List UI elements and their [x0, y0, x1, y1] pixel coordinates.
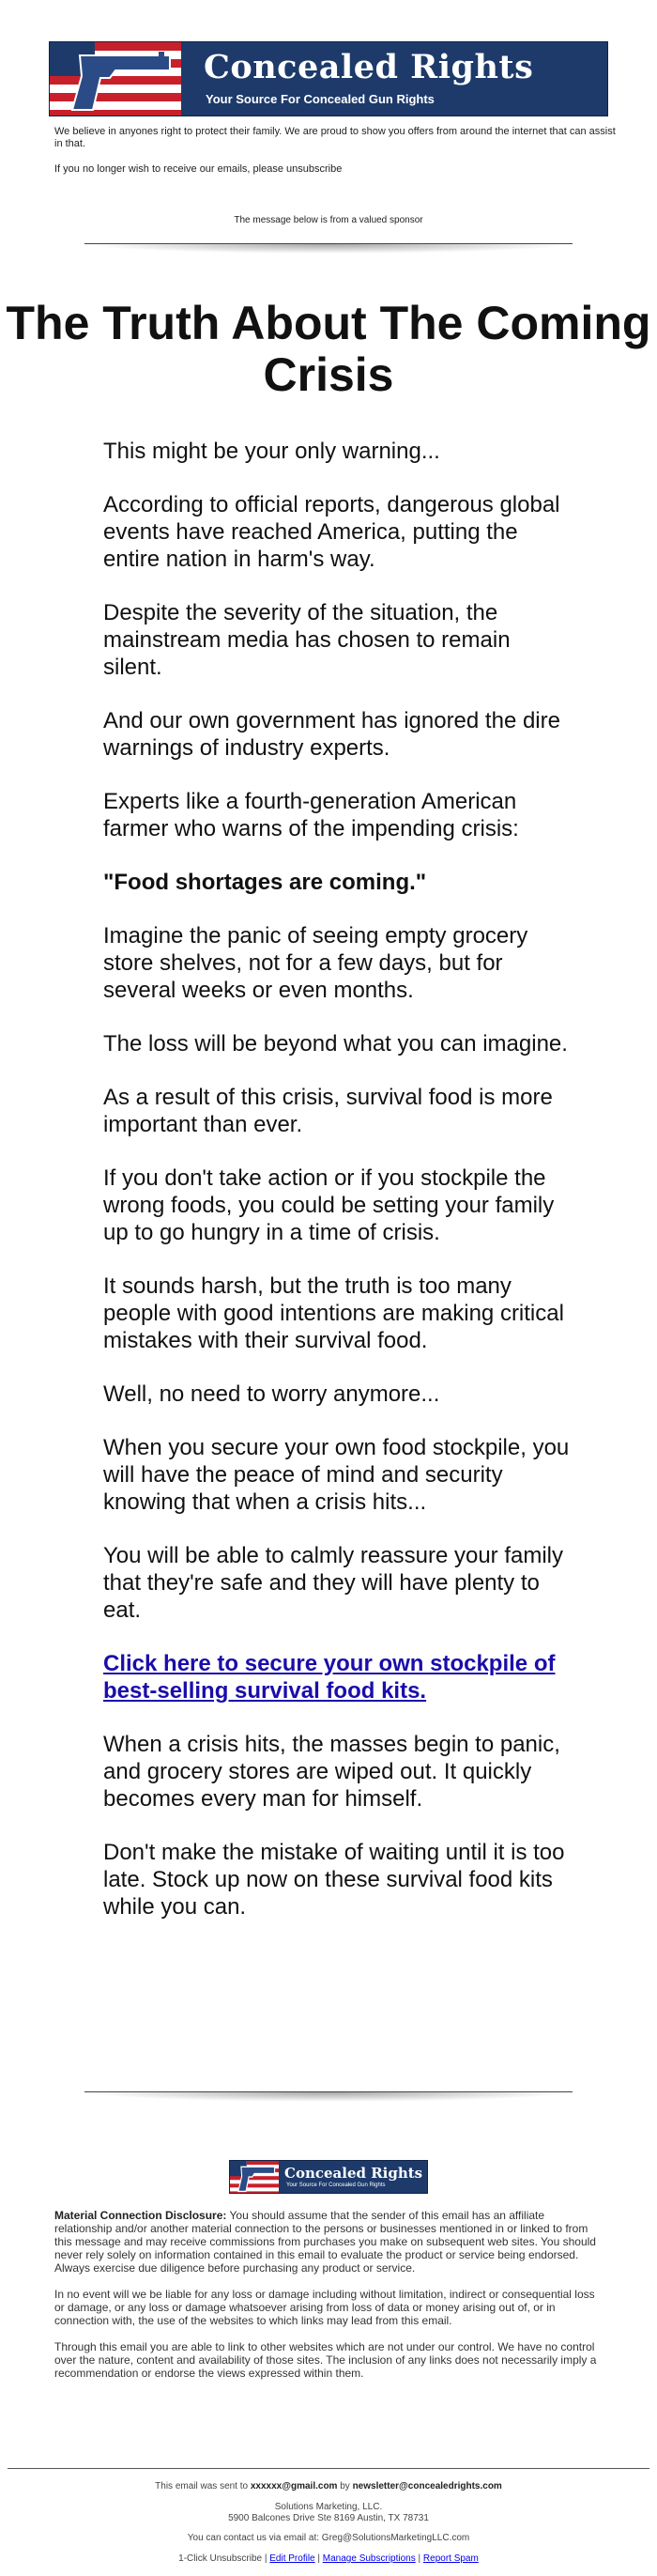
- recipient-address: xxxxxx@gmail.com: [250, 2481, 338, 2491]
- brand-subtitle: Your Source For Concealed Gun Rights: [206, 92, 435, 106]
- one-click-unsubscribe-link[interactable]: 1-Click Unsubscribe: [178, 2553, 263, 2564]
- brand-title: Concealed Rights: [204, 48, 534, 86]
- paragraph: Don't make the mistake of waiting until it is too late. Stock up now on these survival food kits while you can.: [103, 1840, 565, 1920]
- company-name: Solutions Marketing, LLC.: [274, 2502, 383, 2512]
- liability-text: In no event will we be liable for any loss or damage including without limitation, indirect or consequential loss or damage, or any loss or damage whatsoever arising from loss of data or money arising out of, or in connection with, the use of the websites to which links may lead from this email.: [54, 2288, 595, 2327]
- disclosure-text: You should assume that the sender of this email has an affiliate relationship and/or another material connection to the persons or businesses mentioned in or linked to from this message and may receive commissions from purchases you make on subsequent web sites. You should never rely solely on information contained in this email to evaluate the product or service being endorsed. Always exercise due diligence before purchasing any product or service.: [54, 2209, 596, 2275]
- paragraph: When you secure your own food stockpile, you will have the peace of mind and security knowing that when a crisis hits...: [103, 1435, 570, 1515]
- paragraph: This might be your only warning...: [103, 439, 440, 464]
- flag-pistol-logo-icon: [230, 2161, 279, 2194]
- contact-line: You can contact us via email at: Greg@SolutionsMarketingLLC.com: [187, 2533, 470, 2543]
- flag-pistol-logo-icon: [50, 42, 181, 116]
- paragraph: Experts like a fourth-generation American farmer who warns of the impending crisis:: [103, 789, 519, 841]
- paragraph: According to official reports, dangerous global events have reached America, putting the entire nation in harm's way.: [103, 492, 560, 572]
- header-banner[interactable]: [49, 41, 608, 116]
- sent-by-prefix: by: [340, 2481, 350, 2491]
- disclosure-label: Material Connection Disclosure:: [54, 2209, 227, 2222]
- article-body: [103, 438, 573, 1947]
- bottom-divider-shadow: [84, 2092, 573, 2102]
- disclosure-section: [54, 2209, 604, 2393]
- sender-address: newsletter@concealedrights.com: [352, 2481, 502, 2491]
- quote-paragraph: "Food shortages are coming.": [103, 870, 427, 895]
- footer-brand-subtitle: Your Source For Concealed Gun Rights: [286, 2183, 386, 2188]
- top-divider-shadow: [84, 244, 573, 254]
- paragraph: Imagine the panic of seeing empty grocery store shelves, not for a few days, but for several weeks or even months.: [103, 923, 528, 1003]
- report-spam-link[interactable]: Report Spam: [422, 2553, 479, 2564]
- edit-profile-link[interactable]: Edit Profile: [269, 2553, 315, 2564]
- sent-to-prefix: This email was sent to: [155, 2481, 249, 2491]
- article-headline: The Truth About The Coming Crisis: [6, 297, 651, 401]
- footer-brand-title: Concealed Rights: [284, 2165, 423, 2182]
- footer-divider: [8, 2468, 649, 2469]
- footer-links: 1-Click Unsubscribe | Edit Profile | Manage Subscriptions | Report Spam: [178, 2553, 479, 2564]
- paragraph: When a crisis hits, the masses begin to panic, and grocery stores are wiped out. It quickly becomes every man for himself.: [103, 1732, 560, 1812]
- company-address: 5900 Balcones Drive Ste 8169 Austin, TX 78731: [228, 2513, 429, 2523]
- third-party-text: Through this email you are able to link to other websites which are not under our control. We have no control over the nature, content and availability of those sites. The inclusion of any links does not necessarily imply a recommendation or endorse the views expressed within them.: [54, 2340, 597, 2380]
- paragraph: Well, no need to worry anymore...: [103, 1381, 440, 1407]
- cta-link[interactable]: Click here to secure your own stockpile of best-selling survival food kits.: [103, 1651, 556, 1704]
- paragraph: Despite the severity of the situation, the mainstream media has chosen to remain silent.: [103, 600, 511, 680]
- paragraph: As a result of this crisis, survival food is more important than ever.: [103, 1085, 553, 1137]
- manage-subscriptions-link[interactable]: Manage Subscriptions: [322, 2553, 416, 2564]
- intro-text: [54, 126, 618, 189]
- paragraph: If you don't take action or if you stockpile the wrong foods, you could be setting your family up to go hungry in a time of crisis.: [103, 1165, 555, 1245]
- paragraph: And our own government has ignored the dire warnings of industry experts.: [103, 708, 560, 761]
- paragraph: The loss will be beyond what you can imagine.: [103, 1031, 568, 1057]
- paragraph: You will be able to calmly reassure your family that they're safe and they will have plenty to eat.: [103, 1543, 563, 1623]
- paragraph: It sounds harsh, but the truth is too many people with good intentions are making critical mistakes with their survival food.: [103, 1273, 564, 1353]
- intro-statement: We believe in anyones right to protect their family. We are proud to show you offers from around the internet that can assist in that.: [54, 126, 616, 149]
- unsubscribe-line[interactable]: If you no longer wish to receive our emails, please unsubscribe: [54, 163, 343, 175]
- sent-to-line: [0, 2481, 657, 2492]
- sponsor-note: The message below is from a valued sponsor: [234, 215, 423, 225]
- footer-banner[interactable]: [229, 2160, 428, 2194]
